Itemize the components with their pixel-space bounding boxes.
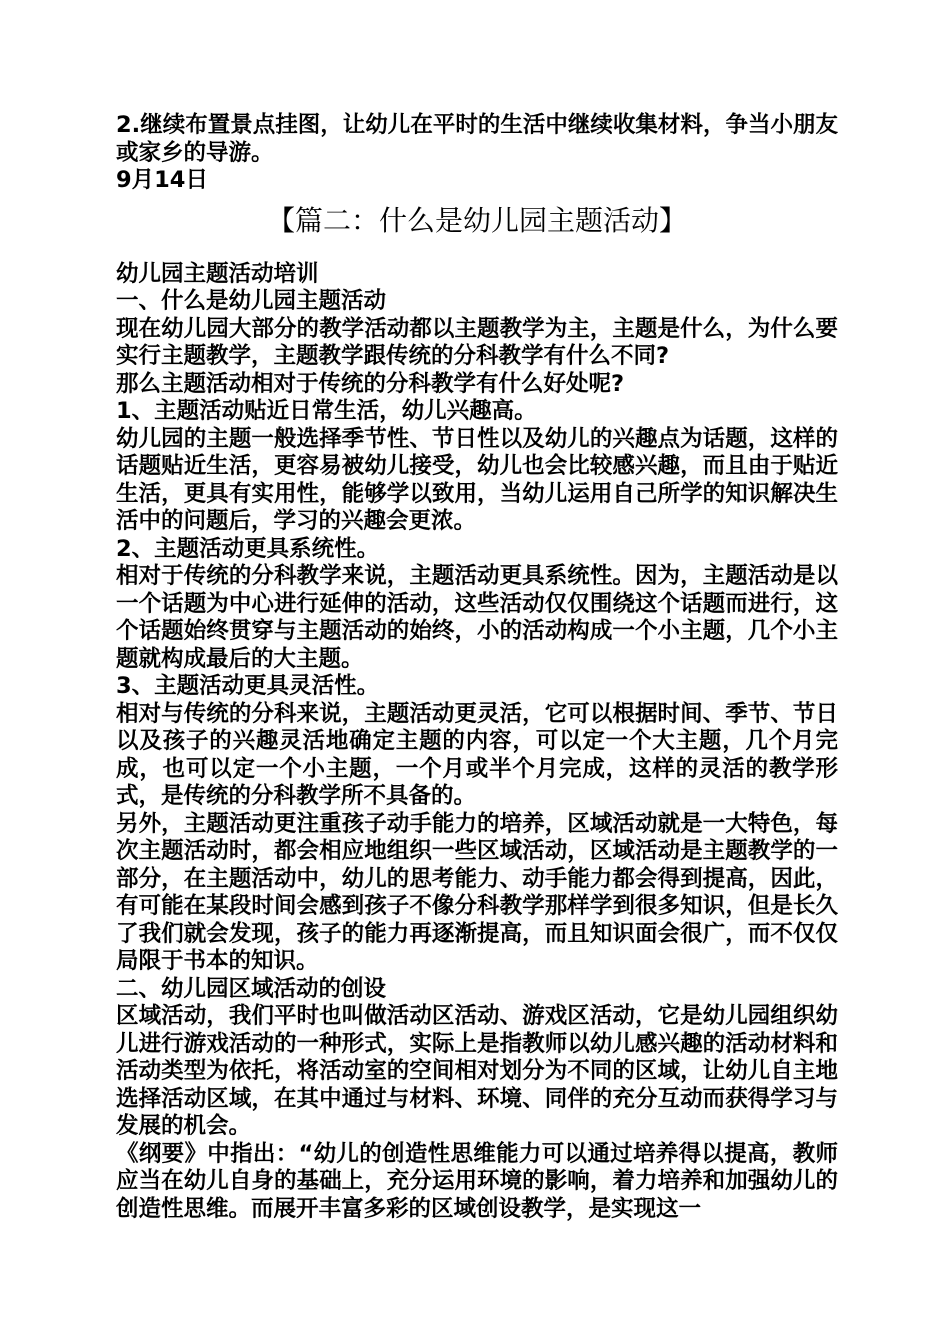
- subheading-3: 3、主题活动更具灵活性。: [116, 673, 380, 699]
- paragraph-question: 那么主题活动相对于传统的分科教学有什么好处呢?: [116, 370, 625, 397]
- paragraph-1: 幼儿园的主题一般选择季节性、节日性以及幼儿的兴趣点为话题，这样的话题贴近生活，更容易被幼儿接受，幼儿也会比较感兴趣，而且由于贴近生活，更具有实用性，能够学以致用，当幼儿运用自己所学的知识解决生活中的问题后，学习的兴趣会更浓。: [116, 425, 838, 534]
- paragraph-3: 相对与传统的分科来说，主题活动更灵活，它可以根据时间、季节、节日以及孩子的兴趣灵活地确定主题的内容，可以定一个大主题，几个月完成，也可以定一个小主题，一个月或半个月完成，这样的灵活的教学形式，是传统的分科教学所不具备的。: [116, 700, 838, 809]
- heading-section-1: 一、什么是幼儿园主题活动: [116, 288, 387, 314]
- paragraph-outline-quote: 《纲要》中指出：“幼儿的创造性思维能力可以通过培养得以提高，教师应当在幼儿自身的基础上，充分运用环境的影响，着力培养和加强幼儿的创造性思维。而展开丰富多彩的区域创设教学，是实现这一: [116, 1140, 838, 1222]
- heading-section-2: 二、幼儿园区域活动的创设: [116, 975, 387, 1002]
- document-page: [116, 112, 838, 1223]
- paragraph-continue-tasks: 2.继续布置景点挂图，让幼儿在平时的生活中继续收集材料，争当小朋友或家乡的导游。: [116, 112, 838, 166]
- paragraph-additional: 另外，主题活动更注重孩子动手能力的培养，区域活动就是一大特色，每次主题活动时，都会相应地组织一些区域活动，区域活动是主题教学的一部分，在主题活动中，幼儿的思考能力、动手能力都会得到提高，因此，有可能在某段时间会感到孩子不像分科教学那样学到很多知识，但是长久了我们就会发现，孩子的能力再逐渐提高，而且知识面会很广，而不仅仅局限于书本的知识。: [116, 810, 838, 974]
- heading-training: 幼儿园主题活动培训: [116, 260, 319, 287]
- paragraph-intro: 现在幼儿园大部分的教学活动都以主题教学为主，主题是什么，为什么要实行主题教学，主题教学跟传统的分科教学有什么不同?: [116, 315, 838, 369]
- paragraph-2: 相对于传统的分科教学来说，主题活动更具系统性。因为，主题活动是以一个话题为中心进行延伸的活动，这些活动仅仅围绕这个话题而进行，这个话题始终贯穿与主题活动的始终，小的活动构成一个小主题，几个小主题就构成最后的大主题。: [116, 563, 838, 672]
- paragraph-area-activity: 区域活动，我们平时也叫做活动区活动、游戏区活动，它是幼儿园组织幼儿进行游戏活动的一种形式，实际上是指教师以幼儿感兴趣的活动材料和活动类型为依托，将活动室的空间相对划分为不同的区域，让幼儿自主地选择活动区域，在其中通过与材料、环境、同伴的充分互动而获得学习与发展的机会。: [116, 1003, 838, 1139]
- subheading-1: 1、主题活动贴近日常生活，幼儿兴趣高。: [116, 398, 537, 424]
- subheading-2: 2、主题活动更具系统性。: [116, 535, 380, 562]
- date-line: 9月14日: [116, 167, 208, 193]
- section-title: 【篇二：什么是幼儿园主题活动】: [266, 203, 687, 237]
